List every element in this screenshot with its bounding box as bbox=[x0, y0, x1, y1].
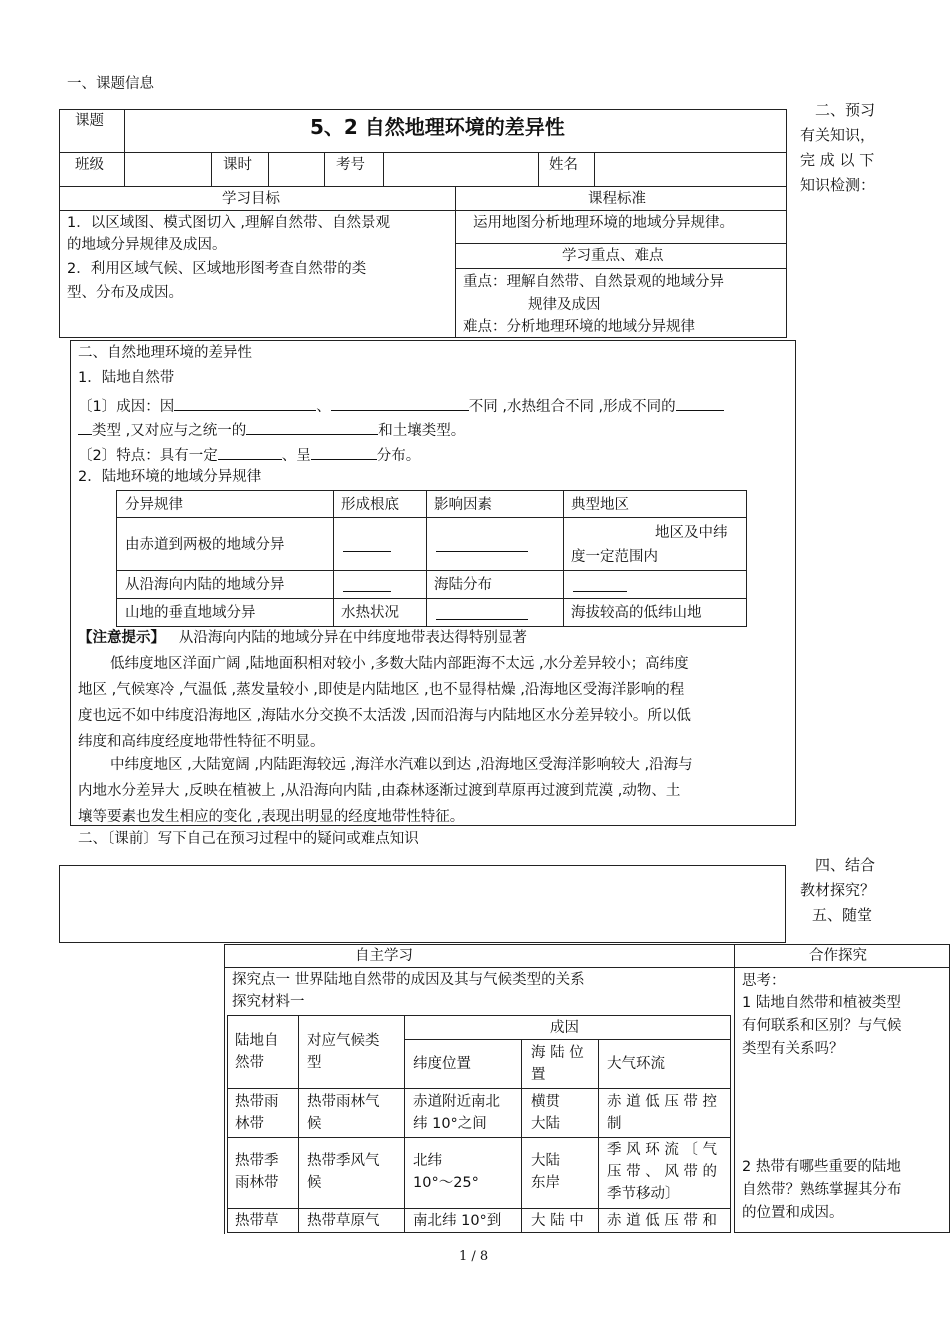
standard-header: 课程标准 bbox=[588, 191, 646, 207]
r2-latitude: 北纬 10°～25° bbox=[413, 1153, 479, 1191]
row2-factor: 海陆分布 bbox=[434, 577, 492, 593]
section2-heading: 二、自然地理环境的差异性 bbox=[78, 345, 252, 361]
blank-cause-1[interactable] bbox=[174, 396, 316, 411]
feature-line: 〔2〕特点：具有一定 、呈 分布。 bbox=[78, 445, 420, 464]
cause-line-2: 类型 ,又对应与之统一的 和土壤类型。 bbox=[78, 420, 465, 439]
th-cause: 成因 bbox=[550, 1020, 579, 1036]
goal-1: 1．以区域图、模式图切入 ,理解自然带、自然景观 bbox=[67, 215, 390, 231]
blank-feature-1[interactable] bbox=[218, 445, 282, 460]
blank-row1-factor[interactable] bbox=[436, 537, 528, 552]
r3-sea-land: 大 陆 中 bbox=[531, 1213, 584, 1229]
row1-region-b: 度一定范围内 bbox=[571, 549, 658, 565]
th-latitude: 纬度位置 bbox=[413, 1056, 471, 1072]
cause-line-1: 〔1〕成因：因 、 不同 ,水热组合不同 ,形成不同的 bbox=[78, 396, 724, 415]
th-basis: 形成根底 bbox=[341, 497, 399, 513]
blank-cause-4[interactable] bbox=[246, 420, 378, 435]
r2-zone: 热带季 雨林带 bbox=[235, 1153, 279, 1191]
r3-zone: 热带草 bbox=[235, 1213, 279, 1229]
side-section4-1: 四、结合 bbox=[815, 856, 876, 874]
name-label: 姓名 bbox=[549, 157, 578, 173]
blank-row1-basis[interactable] bbox=[343, 537, 391, 552]
section3-heading: 二、〔课前〕写下自己在预习过程中的疑问或难点知识 bbox=[78, 831, 419, 847]
side-preview-1: 二、预习 bbox=[815, 101, 876, 119]
r2-sea-land: 大陆 东岸 bbox=[531, 1153, 560, 1191]
standard-text: 运用地图分析地理环境的地域分异规律。 bbox=[473, 215, 734, 231]
subheading-1: 1．陆地自然带 bbox=[78, 370, 175, 386]
r2-circulation: 季 风 环 流 〔 气 压 带 、 风 带 的 季节移动〕 bbox=[607, 1142, 718, 1202]
th-sea-land: 海 陆 位 置 bbox=[531, 1045, 584, 1083]
self-study-header: 自主学习 bbox=[355, 948, 413, 964]
side-preview-4: 知识检测： bbox=[800, 176, 876, 194]
th-region: 典型地区 bbox=[571, 497, 629, 513]
goal-2-cont: 型、分布及成因。 bbox=[67, 285, 183, 301]
side-section5: 五、随堂 bbox=[812, 906, 873, 924]
think-label: 思考： bbox=[742, 973, 786, 989]
keypoint-1-cont: 规律及成因 bbox=[528, 297, 601, 313]
topic-label: 课题 bbox=[75, 113, 104, 129]
goal-1-cont: 的地域分异规律及成因。 bbox=[67, 237, 227, 253]
r1-latitude: 赤道附近南北 纬 10°之间 bbox=[413, 1094, 500, 1132]
section1-heading: 一、课题信息 bbox=[67, 76, 154, 92]
subheading-2: 2．陆地环境的地域分异规律 bbox=[78, 469, 262, 485]
th-circulation: 大气环流 bbox=[607, 1056, 665, 1072]
questions-input-box[interactable] bbox=[59, 865, 786, 943]
blank-cause-3[interactable] bbox=[676, 396, 724, 411]
r1-sea-land: 横贯 大陆 bbox=[531, 1094, 560, 1132]
row3-region: 海拔较高的低纬山地 bbox=[571, 605, 702, 621]
blank-row3-factor[interactable] bbox=[436, 605, 528, 620]
th-rule: 分异规律 bbox=[125, 497, 183, 513]
inquiry-point-1: 探究点一 世界陆地自然带的成因及其与气候类型的关系 bbox=[232, 972, 585, 988]
th-factor: 影响因素 bbox=[434, 497, 492, 513]
side-preview-3: 完 成 以 下 bbox=[800, 151, 875, 169]
exam-no-label: 考号 bbox=[336, 157, 365, 173]
question-2: 2 热带有哪些重要的陆地 自然带？熟练掌握其分布 的位置和成因。 bbox=[742, 1159, 902, 1221]
row2-rule: 从沿海向内陆的地域分异 bbox=[125, 577, 285, 593]
th-climate: 对应气候类 型 bbox=[307, 1033, 380, 1071]
inquiry-material-1: 探究材料一 bbox=[232, 994, 305, 1010]
side-section4-2: 教材探究？ bbox=[800, 881, 876, 899]
paragraph-low-high-latitude: 低纬度地区洋面广阔 ,陆地面积相对较小 ,多数大陆内部距海不太远 ,水分差异较小；高纬度 地区 ,气候寒冷 ,气温低 ,蒸发量较小 ,即使是内陆地区 ,也不显得枯燥 ,沿海地区受海洋影响的程 度也远不如中纬度沿海地区 ,海陆水分交换不太活泼 ,因而沿海与内陆地区水分差异较小。所以低 纬度和高纬度经度地带性特征不明显。 bbox=[78, 656, 691, 750]
coop-header: 合作探究 bbox=[809, 948, 867, 964]
r3-climate: 热带草原气 bbox=[307, 1213, 380, 1229]
r1-zone: 热带雨 林带 bbox=[235, 1094, 279, 1132]
row1-region-a: 地区及中纬 bbox=[655, 525, 728, 541]
blank-cause-2[interactable] bbox=[331, 396, 469, 411]
blank-feature-2[interactable] bbox=[311, 445, 377, 460]
r1-climate: 热带雨林气 候 bbox=[307, 1094, 380, 1132]
side-preview-2: 有关知识， bbox=[800, 126, 876, 144]
row3-basis: 水热状况 bbox=[341, 605, 399, 621]
page-number: 1 / 8 bbox=[459, 1249, 489, 1264]
question-1: 1 陆地自然带和植被类型 有何联系和区别？与气候 类型有关系吗？ bbox=[742, 995, 902, 1057]
class-label: 班级 bbox=[75, 157, 104, 173]
lesson-title: 5、2 自然地理环境的差异性 bbox=[310, 115, 565, 139]
blank-cause-3b[interactable] bbox=[78, 420, 92, 435]
blank-row2-basis[interactable] bbox=[343, 577, 391, 592]
r1-circulation: 赤 道 低 压 带 控 制 bbox=[607, 1094, 718, 1132]
difficulty: 难点：分析地理环境的地域分异规律 bbox=[463, 319, 695, 335]
th-zone: 陆地自 然带 bbox=[235, 1033, 279, 1071]
r3-circulation: 赤 道 低 压 带 和 bbox=[607, 1213, 718, 1229]
keypoints-header: 学习重点、难点 bbox=[562, 248, 664, 264]
r3-latitude: 南北纬 10°到 bbox=[413, 1213, 502, 1229]
keypoint-1: 重点：理解自然带、自然景观的地域分异 bbox=[463, 274, 724, 290]
note-line: 【注意提示】 从沿海向内陆的地域分异在中纬度地带表达得特别显著 bbox=[78, 630, 527, 646]
goals-header: 学习目标 bbox=[222, 191, 280, 207]
row3-rule: 山地的垂直地域分异 bbox=[125, 605, 256, 621]
period-label: 课时 bbox=[223, 157, 252, 173]
row1-rule: 由赤道到两极的地域分异 bbox=[125, 537, 285, 553]
paragraph-mid-latitude: 中纬度地区 ,大陆宽阔 ,内陆距海较远 ,海洋水汽难以到达 ,沿海地区受海洋影响较大 ,沿海与 内地水分差异大 ,反映在植被上 ,从沿海向内陆 ,由森林逐渐过渡到草原再过渡到荒漠 ,动物、土 壤等要素也发生相应的变化 ,表现出明显的经度地带性特征。 bbox=[78, 757, 693, 825]
blank-row2-region[interactable] bbox=[573, 577, 627, 592]
r2-climate: 热带季风气 候 bbox=[307, 1153, 380, 1191]
goal-2: 2．利用区域气候、区域地形图考查自然带的类 bbox=[67, 261, 367, 277]
